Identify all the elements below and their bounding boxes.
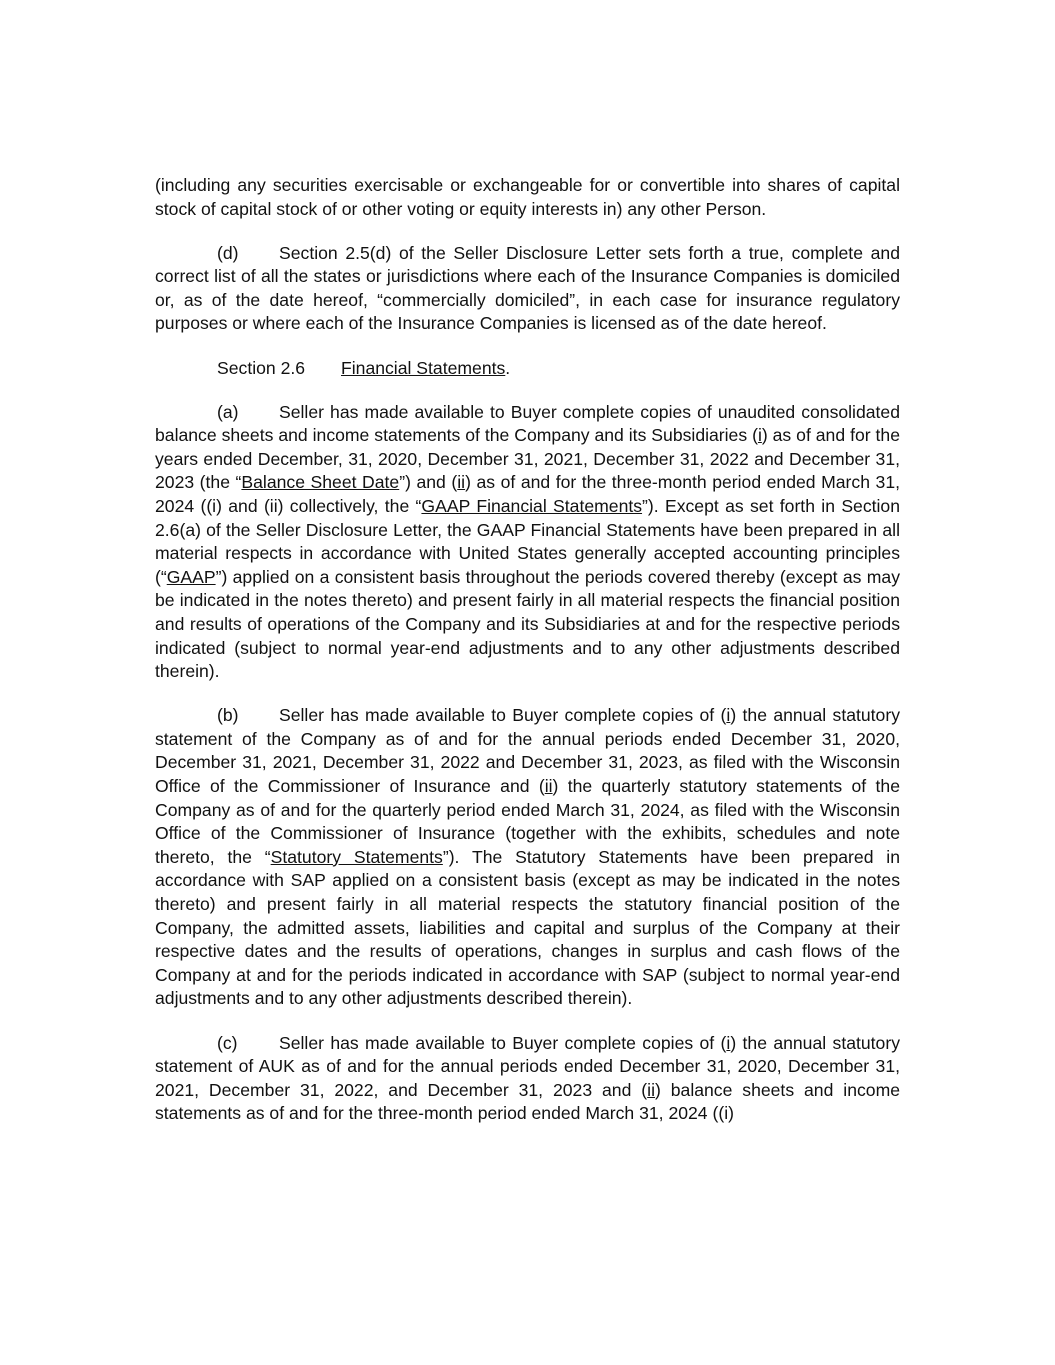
paragraph-text: ”) and ( (399, 472, 458, 493)
paragraph-text: (including any securities exercisable or exchangeable for or convertible into shares of capital stock of capital stock of or other voting or equity interests in) any other Person. (155, 175, 900, 219)
paragraph-label: (c) (217, 1032, 238, 1053)
paragraph-text: Seller has made available to Buyer complete copies of ( (279, 705, 727, 726)
paragraph-text: Section 2.5(d) of the Seller Disclosure Letter sets forth a true, complete and correct list of all the states or jurisdictions where each of the Insurance Companies is domiciled or, as of the date hereof, “commercially domiciled”, in each case for insurance regulatory purposes or where each of the Insurance Companies is licensed as of the date hereof. (155, 242, 900, 334)
defined-term-statutory-statements: Statutory Statements (270, 846, 443, 867)
section-title-period: . (505, 357, 511, 378)
underlined-term: i (726, 705, 731, 726)
paragraph-text: ) balance sheets and income statements as of and for the three-month period ended March 31, 2024 ((i) (155, 1079, 901, 1124)
paragraph-label: (a) (217, 401, 239, 422)
paragraph-text: Seller has made available to Buyer complete copies of unaudited consolidated balance sheets and income statements of the Company and its Subsidiaries ( (155, 401, 900, 446)
paragraph-text: ”) applied on a consistent basis throughout the periods covered thereby (except as may be indicated in the notes thereto) and present fairly in all material respects the financial position and results of operations of the Company and its Subsidiaries at and for the respective periods indicated (subject to normal year-end adjustments and to any other adjustments described therein). (155, 566, 900, 682)
defined-term-gaap-financial-statements: GAAP Financial Statements (421, 496, 643, 517)
underlined-term: i (726, 1032, 731, 1053)
paragraph-text: ) as of and for the years ended December, 31, 2020, December 31, 2021, December 31, 2022 and December 31, 2023 (the “ (155, 425, 900, 493)
paragraph-text: ) the quarterly statutory statements of the Company as of and for the quarterly period ended March 31, 2024, as filed with the Wisconsin Office of the Commissioner of Insurance (together with the exhibits, schedules and note thereto, the “ (155, 776, 900, 867)
underlined-term: ii (544, 776, 553, 797)
paragraph-b (155, 704, 900, 1011)
paragraph-text: ) the annual statutory statement of the Company as of and for the annual periods ended December 31, 2020, December 31, 2021, December 31, 2022 and December 31, 2023, as filed with the Wisconsin Office of the Commissioner of Insurance and ( (155, 705, 900, 797)
document-page (155, 174, 900, 1146)
defined-term-gaap: GAAP (166, 566, 216, 587)
paragraph-d (155, 242, 900, 336)
underlined-term: i (757, 425, 762, 446)
paragraph-text: Seller has made available to Buyer complete copies of ( (279, 1032, 727, 1053)
paragraph-a (155, 401, 900, 684)
paragraph-label: (b) (217, 705, 239, 726)
defined-term-balance-sheet-date: Balance Sheet Date (241, 472, 400, 493)
paragraph-c (155, 1032, 900, 1126)
paragraph-text: ) as of and for the three-month period ended March 31, 2024 ((i) and (ii) collectively, the “ (155, 472, 900, 517)
underlined-term: ii (457, 472, 466, 493)
paragraph-text: ”). The Statutory Statements have been prepared in accordance with SAP applied on a consistent basis (except as may be indicated in the notes thereto) and present fairly in all material respects the statutory financial position of the Company, the admitted assets, liabilities and capital and surplus of the Company at their respective dates and the results of operations, changes in surplus and cash flows of the Company at and for the periods indicated in accordance with SAP (subject to normal year-end adjustments and to any other adjustments described therein). (155, 846, 900, 1009)
paragraph-text: ”). Except as set forth in Section 2.6(a) of the Seller Disclosure Letter, the GAAP Financial Statements have been prepared in all material respects in accordance with United States generally accepted accounting principles (“ (155, 496, 901, 587)
paragraph-continuation (155, 174, 900, 221)
section-number: Section 2.6 (217, 357, 306, 378)
underlined-term: ii (647, 1079, 655, 1100)
paragraph-label: (d) (217, 242, 239, 263)
section-title: Financial Statements (341, 357, 506, 378)
section-heading (155, 357, 900, 381)
paragraph-text: ) the annual statutory statement of AUK as of and for the annual periods ended December 31, 2020, December 31, 2021, December 31, 2022, and December 31, 2023 and ( (155, 1032, 900, 1100)
